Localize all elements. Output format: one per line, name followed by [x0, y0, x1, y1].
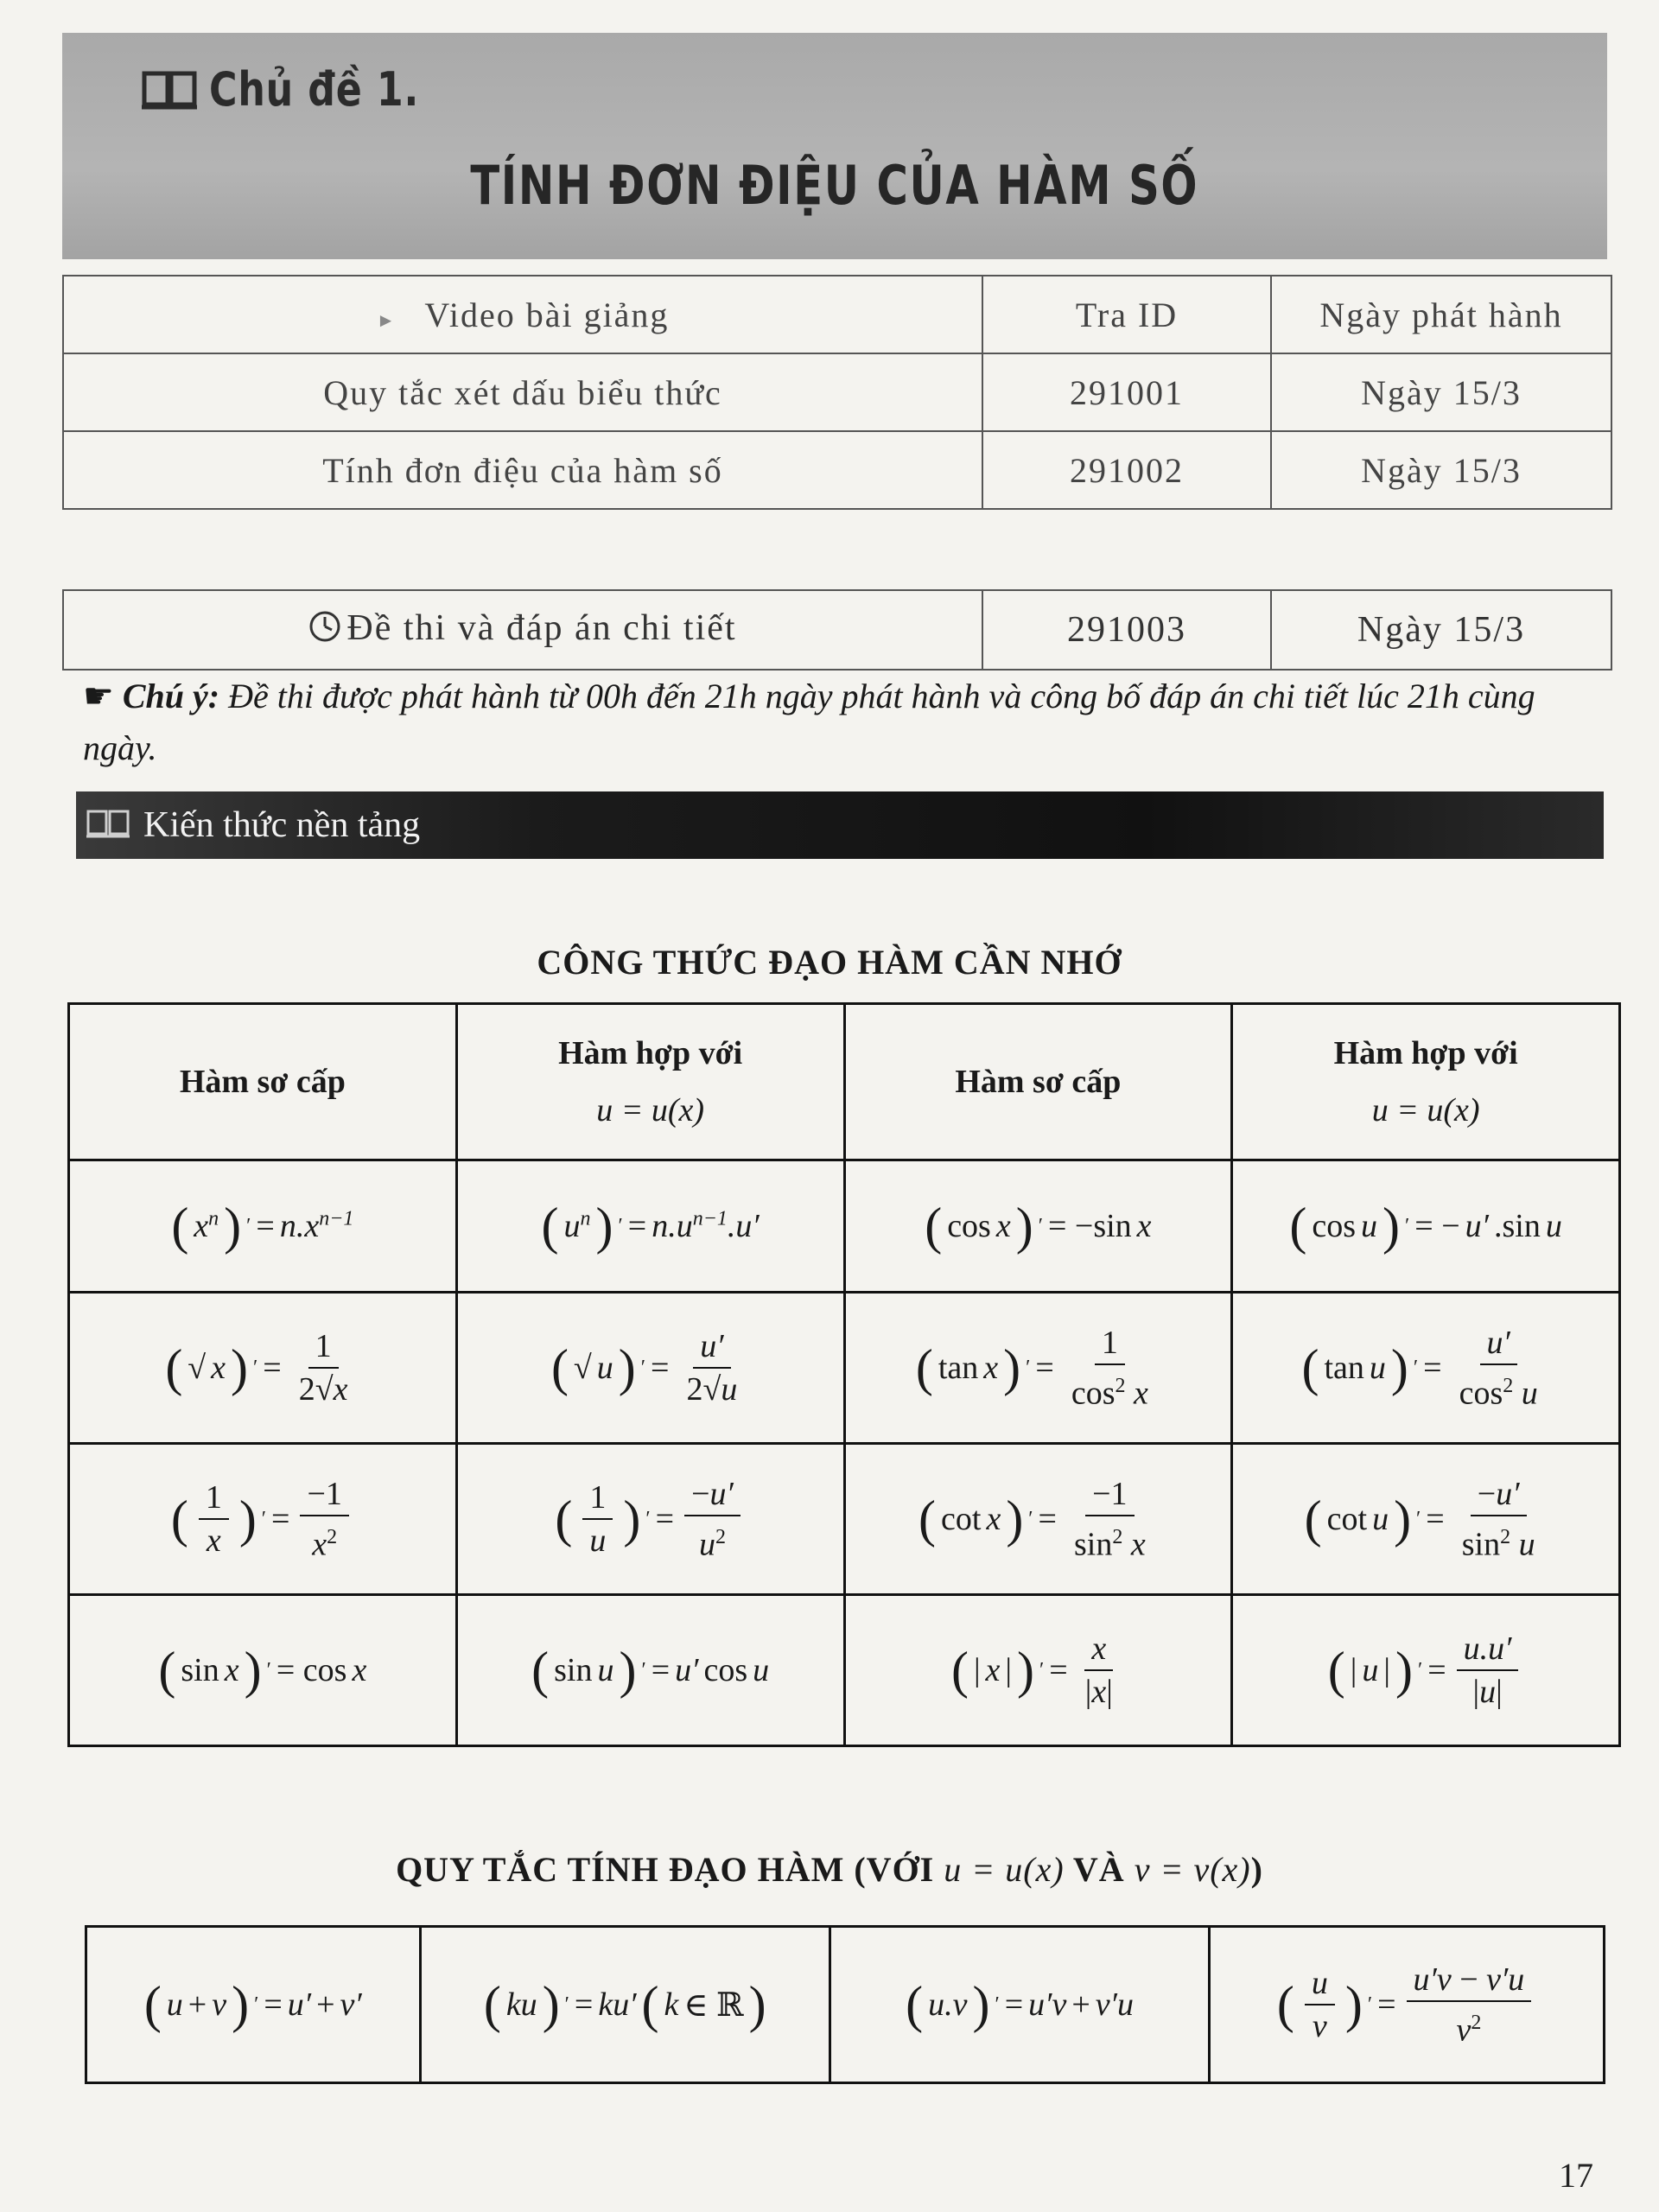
formula-sqrt: ( √ x ) ′ = $\frac{1}{2√x}$: [69, 1293, 457, 1444]
id-header-cell: Tra ID: [982, 276, 1271, 353]
video-id-cell: 291001: [982, 353, 1271, 431]
play-icon: ►: [376, 308, 397, 331]
rule-sum: ( u + v ) ′ = u′ + v′: [86, 1927, 421, 2083]
formula-row: [69, 1160, 1620, 1293]
formula-reciprocal-composite: ( $\frac{1}{u}$ ) ′ = $\frac{-u'}{u^2}$: [456, 1444, 844, 1595]
formula-sin: ( sin x ) ′ = cos x: [69, 1595, 457, 1746]
video-header-cell: ► Video bài giảng: [63, 276, 982, 353]
rule-quotient: ( $\frac{u}{v}$ ) ′ = $\frac{u'v - v'u}{v^2}$: [1210, 1927, 1605, 2083]
derivative-rules-table: [85, 1925, 1605, 2084]
formula-cos-composite: ( cos u ) ′ = − u′ .sin u: [1232, 1160, 1620, 1293]
header-elementary: Hàm sơ cấp: [69, 1004, 457, 1160]
formula-sqrt-composite: ( √ u ) ′ = $\frac{u'}{2√u}$: [456, 1293, 844, 1444]
exam-table: [62, 589, 1612, 671]
formula-cos: ( cos x ) ′ = −sin x: [844, 1160, 1232, 1293]
formula-header-row: [69, 1004, 1620, 1160]
exam-row[interactable]: [63, 590, 1611, 670]
rule-product: ( u.v ) ′ = u′v + v′u: [830, 1927, 1209, 2083]
pointing-hand-icon: ☛: [83, 677, 114, 715]
formula-tan-composite: ( tan u ) ′ = $\frac{u'}{\cos^2 u}$: [1232, 1293, 1620, 1444]
header-composite: Hàm hợp với u = u(x): [1232, 1004, 1620, 1160]
topic-label-row: [142, 62, 465, 117]
video-table-header: [63, 276, 1611, 353]
formula-row: [69, 1293, 1620, 1444]
formula-reciprocal: ( $\frac{1}{x}$ ) ′ = $\frac{-1}{x^2}$: [69, 1444, 457, 1595]
topic-title: TÍNH ĐƠN ĐIỆU CỦA HÀM SỐ: [470, 154, 1199, 217]
note-text: Đề thi được phát hành từ 00h đến 21h ngày phát hành và công bố đáp án chi tiết lúc 21h cùng ngày.: [83, 677, 1535, 767]
formula-sin-composite: ( sin u ) ′ = u′ cos u: [456, 1595, 844, 1746]
topic-label: Chủ đề 1.: [209, 62, 420, 117]
formula-row: [69, 1444, 1620, 1595]
rules-row: [86, 1927, 1605, 2083]
book-icon: [86, 809, 130, 842]
formula-heading: CÔNG THỨC ĐẠO HÀM CẦN NHỚ: [537, 943, 1122, 982]
exam-title-cell[interactable]: Đề thi và đáp án chi tiết: [63, 590, 982, 670]
page-number: 17: [1559, 2156, 1593, 2195]
formula-power-composite: ( $u^n$ ) ′ = $n.u^{n-1}.u'$: [456, 1160, 844, 1293]
video-date-cell: Ngày 15/3: [1271, 431, 1611, 509]
section-title: Kiến thức nền tảng: [143, 805, 421, 845]
video-table: [62, 275, 1612, 510]
note-label: Chú ý:: [122, 677, 220, 715]
date-header-cell: Ngày phát hành: [1271, 276, 1611, 353]
rule-constant: ( ku ) ′ = ku′ ( k ∈ ℝ ): [420, 1927, 830, 2083]
video-row[interactable]: [63, 353, 1611, 431]
note-paragraph: [83, 671, 1604, 774]
formula-tan: ( tan x ) ′ = $\frac{1}{\cos^2 x}$: [844, 1293, 1232, 1444]
header-composite: Hàm hợp với u = u(x): [456, 1004, 844, 1160]
clock-icon: [308, 610, 341, 652]
section-bar: [76, 791, 1604, 859]
video-id-cell: 291002: [982, 431, 1271, 509]
formula-cot: ( cot x ) ′ = $\frac{-1}{\sin^2 x}$: [844, 1444, 1232, 1595]
rules-heading: QUY TẮC TÍNH ĐẠO HÀM (VỚI u = u(x) VÀ v = v(x)): [396, 1850, 1263, 1889]
formula-power: ( $x^n$ ) ′ = $n.x^{n-1}$: [69, 1160, 457, 1293]
video-title-cell[interactable]: Quy tắc xét dấu biểu thức: [63, 353, 982, 431]
video-title-cell[interactable]: Tính đơn điệu của hàm số: [63, 431, 982, 509]
book-icon: [142, 70, 197, 110]
exam-date-cell: Ngày 15/3: [1271, 590, 1611, 670]
video-row[interactable]: [63, 431, 1611, 509]
exam-id-cell: 291003: [982, 590, 1271, 670]
formula-abs: ( | x | ) ′ = $\frac{x}{|x|}$: [844, 1595, 1232, 1746]
formula-row: [69, 1595, 1620, 1746]
topic-banner: [62, 33, 1607, 259]
derivative-formula-table: [67, 1002, 1621, 1747]
video-date-cell: Ngày 15/3: [1271, 353, 1611, 431]
header-elementary: Hàm sơ cấp: [844, 1004, 1232, 1160]
formula-cot-composite: ( cot u ) ′ = $\frac{-u'}{\sin^2 u}$: [1232, 1444, 1620, 1595]
formula-abs-composite: ( | u | ) ′ = $\frac{u.u'}{|u|}$: [1232, 1595, 1620, 1746]
